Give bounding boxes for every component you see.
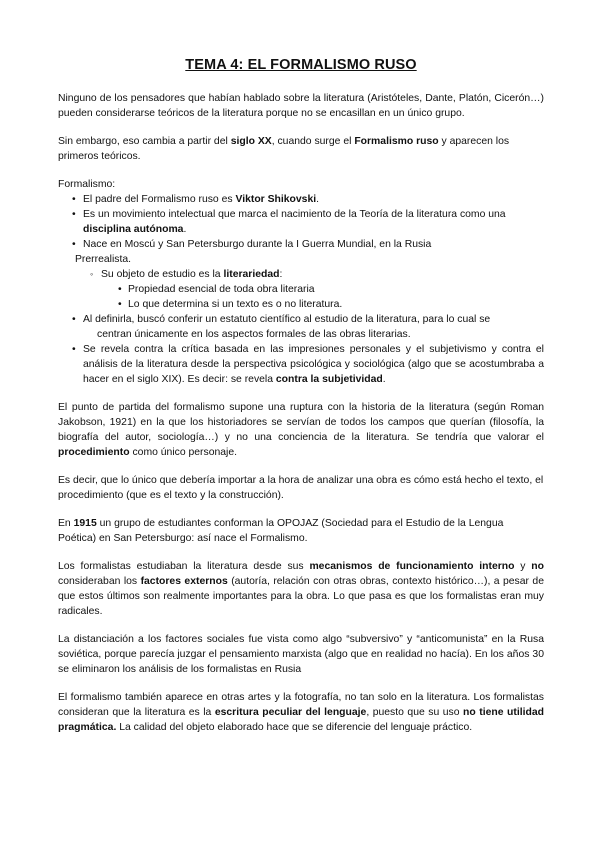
bold-run: mecanismos de funcionamiento interno	[309, 561, 515, 572]
bold-run: literariedad	[223, 269, 280, 280]
text-run: La calidad del objeto elaborado hace que se diferencie del lenguaje práctico.	[116, 722, 473, 733]
text-run: En	[58, 518, 74, 529]
list-item	[58, 342, 544, 387]
sub-sub-bullet-list	[76, 282, 544, 312]
list-item	[58, 237, 544, 252]
text-run: .	[183, 224, 187, 235]
formalismo-bullet-list	[58, 192, 544, 252]
formalismo-bullet-list-cont	[58, 312, 544, 387]
text-run: Sin embargo, eso cambia a partir del	[58, 136, 231, 147]
text-run: • Al definirla, buscó conferir un estatuto científico al estudio de la literatura, para lo cual se	[83, 314, 491, 325]
formalismo-section	[58, 177, 544, 387]
list-item	[58, 192, 544, 207]
list-item	[58, 312, 544, 342]
paragraph-siglo-xx	[58, 134, 544, 164]
paragraph-es-decir	[58, 473, 544, 503]
text-run: (autoría, relación con otras obras, contexto histórico…), a pesar de que estos últimos son realmente importantes para la obra. Lo que pasa es que los formalistas eran muy radicales.	[58, 576, 544, 617]
text-run: .	[316, 194, 320, 205]
text-run: .	[382, 374, 386, 385]
bold-run: contra la subjetividad	[275, 374, 383, 385]
paragraph-intro-text: Ninguno de los pensadores que habían hablado sobre la literatura (Aristóteles, Dante, Platón, Cicerón…) pueden considerarse teóricos de la literatura porque no se encasillan en un único grupo.	[58, 93, 544, 119]
bold-run: Viktor Shikovski	[235, 194, 317, 205]
text-run: un grupo de estudiantes conforman la OPOJAZ (Sociedad para el Estudio de la Lengua Poética) en San Petersburgo: así nace el Formalismo.	[58, 518, 504, 544]
text-run: como único personaje.	[129, 447, 238, 458]
text-run: centran únicamente en los aspectos formales de las obras literarias.	[97, 329, 411, 340]
text-run: El punto de partida del formalismo supone una ruptura con la historia de la literatura (según Roman Jakobson, 1921) en la que los historiadores se servían de todos los campos que querían (filosofía, la biografía del autor, sociología…) y no una conciencia de la literatura. Se tendría que valorar el	[58, 402, 544, 443]
text-run: y	[514, 561, 532, 572]
text-run: El padre del Formalismo ruso es	[83, 194, 236, 205]
text-run: , cuando surge el	[271, 136, 355, 147]
bold-run: escritura peculiar del lenguaje	[214, 707, 367, 718]
bold-run: 1915	[73, 518, 97, 529]
bold-run: Formalismo ruso	[354, 136, 439, 147]
text-run: El formalismo también aparece en otras artes y la fotografía, no tan solo en la literatura. Los formalistas consideran que la literatura es la	[58, 692, 544, 718]
paragraph-punto-de-partida	[58, 400, 544, 460]
bold-run: factores externos	[140, 576, 228, 587]
list-item-continuation: Prerrealista.	[75, 254, 132, 265]
paragraph-otras-artes	[58, 690, 544, 735]
paragraph-formalistas	[58, 559, 544, 619]
sub-list-container	[76, 267, 544, 312]
bold-run: no tiene utilidad pragmática.	[58, 707, 544, 733]
sub-sub-list-item: • Propiedad esencial de toda obra literaria	[118, 282, 544, 297]
sub-list-item	[88, 267, 544, 282]
text-run: Su objeto de estudio es la	[101, 269, 224, 280]
sub-list-wrapper	[58, 267, 544, 312]
page-title: TEMA 4: EL FORMALISMO RUSO	[185, 57, 417, 73]
text-run: , puesto que su uso	[366, 707, 464, 718]
sub-sub-list-item: • Lo que determina si un texto es o no literatura.	[118, 297, 544, 312]
bold-run: siglo XX	[230, 136, 272, 147]
text-run: Los formalistas estudiaban la literatura desde sus	[58, 561, 310, 572]
text-run: consideraban los	[58, 576, 141, 587]
text-run: La distanciación a los factores sociales fue vista como algo “subversivo” y “anticomunista” en la Rusa soviética, porque parecía juzgar el pensamiento marxista (algo que en realidad no hacía). En los años 30 se eliminaron los análisis de los formalistas en Rusia	[58, 634, 544, 675]
text-run: Se revela contra la crítica basada en las impresiones personales y el subjetivismo y contra el análisis de la literatura desde la perspectiva psicológica y sociológica (algo que se acostumbraba a hacer en el siglo XIX). Es decir: se revela	[83, 344, 544, 385]
paragraph-1915	[58, 516, 544, 546]
bold-run: disciplina autónoma	[83, 224, 184, 235]
formalismo-label: Formalismo:	[58, 179, 116, 190]
text-run: y aparecen los primeros teóricos.	[58, 136, 510, 162]
text-run: :	[279, 269, 283, 280]
list-item	[58, 207, 544, 237]
paragraph-intro	[58, 91, 544, 121]
bold-run: procedimiento	[58, 447, 130, 458]
paragraph-distanciacion	[58, 632, 544, 677]
sub-bullet-list	[76, 267, 544, 282]
text-run: Es un movimiento intelectual que marca el nacimiento de la Teoría de la literatura como una	[83, 209, 506, 220]
text-run: Nace en Moscú y San Petersburgo durante la I Guerra Mundial, en la Rusia	[83, 239, 432, 250]
bold-run: no	[531, 561, 544, 572]
text-run: Es decir, que lo único que debería importar a la hora de analizar una obra es cómo está hecho el texto, el procedimiento (que es el texto y la construcción).	[58, 475, 544, 501]
